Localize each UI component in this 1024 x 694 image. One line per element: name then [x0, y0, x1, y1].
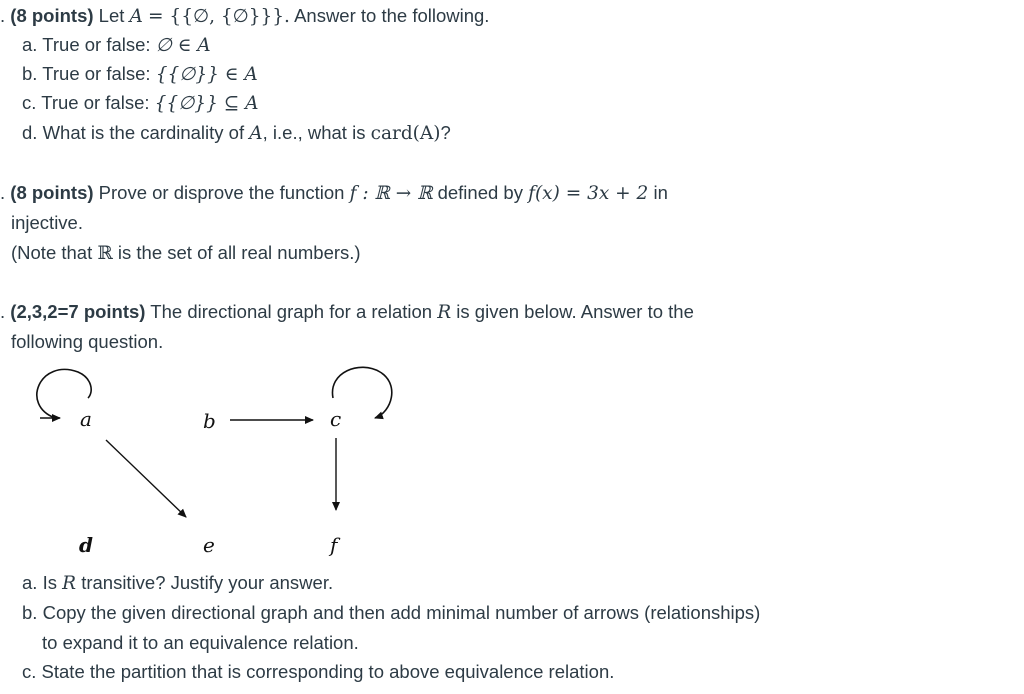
q1-number: . [0, 5, 6, 26]
q1-set-expr: = {{∅, {∅}}}. [148, 6, 290, 27]
node-b: b [203, 409, 216, 433]
q3-line2: following question. [11, 331, 164, 352]
q3-text-pre: The directional graph for a relation [150, 301, 433, 322]
q3-text-post: is given below. Answer to the [456, 301, 694, 322]
item-marker: a. [22, 34, 38, 55]
q3-item-a [22, 571, 333, 596]
q1-header [0, 4, 489, 29]
q1-item-c [22, 91, 258, 116]
node-a: a [80, 407, 92, 431]
item-math: ∅ ∈ A [155, 35, 211, 56]
q3-relation: R [437, 302, 452, 323]
item-math: {{∅}} ⊆ A [154, 93, 259, 114]
item-math2: card(A) [370, 123, 441, 144]
item-text: True or false: [42, 63, 151, 84]
item-text2: , i.e., what is [262, 122, 366, 143]
item-math: A [249, 123, 263, 144]
q2-note-post: is the set of all real numbers.) [117, 242, 361, 263]
q1-intro-post: Answer to the following. [294, 5, 490, 26]
item-text-pre: Is [42, 572, 57, 593]
relation-graph [0, 360, 460, 570]
q1-item-d [22, 121, 451, 146]
q2-points: (8 points) [10, 182, 94, 203]
q1-item-a [22, 33, 211, 58]
q3-item-b-cont: to expand it to an equivalence relation. [42, 632, 359, 653]
item-text-post: transitive? Justify your answer. [81, 572, 334, 593]
node-f: f [330, 533, 338, 557]
q2-reals-symbol: ℝ [97, 243, 113, 264]
q2-note-pre: (Note that [11, 242, 93, 263]
q2-number: . [0, 182, 6, 203]
q2-func-def: f(x) = 3x + 2 [528, 183, 649, 204]
loop-c [332, 367, 391, 418]
q2-text-post: in [653, 182, 668, 203]
item-marker: b. [22, 63, 38, 84]
q1-item-b [22, 62, 258, 87]
item-text: What is the cardinality of [42, 122, 245, 143]
q1-intro-pre: Let [98, 5, 125, 26]
q2-text: Prove or disprove the function [98, 182, 345, 203]
q1-points: (8 points) [10, 5, 94, 26]
item-text: True or false: [42, 34, 151, 55]
node-e: e [203, 533, 215, 557]
q1-set-var: A [129, 6, 143, 27]
item-text3: ? [440, 122, 451, 143]
q2-func-sig: f : ℝ → ℝ [349, 183, 433, 204]
q2-note [11, 241, 361, 266]
item-text: True or false: [41, 92, 150, 113]
q3-line1 [0, 300, 694, 325]
node-d: d [79, 533, 93, 557]
q3-item-c [22, 660, 614, 684]
edge-a-e [106, 440, 186, 517]
item-marker: c. [22, 92, 37, 113]
item-math: {{∅}} ∈ A [155, 64, 258, 85]
item-math: R [62, 573, 77, 594]
q2-text-mid: defined by [437, 182, 523, 203]
q2-line1 [0, 181, 668, 206]
item-marker: b. [22, 602, 38, 623]
item-text: Copy the given directional graph and then add minimal number of arrows (relationships) [42, 602, 761, 623]
node-c: c [330, 407, 342, 431]
q3-item-b [22, 601, 760, 625]
item-marker: a. [22, 572, 38, 593]
item-marker: c. [22, 661, 37, 682]
item-marker: d. [22, 122, 38, 143]
q2-line2: injective. [11, 212, 83, 233]
q3-number: . [0, 301, 6, 322]
q3-points: (2,3,2=7 points) [10, 301, 146, 322]
item-text: State the partition that is corresponding to above equivalence relation. [41, 661, 615, 682]
